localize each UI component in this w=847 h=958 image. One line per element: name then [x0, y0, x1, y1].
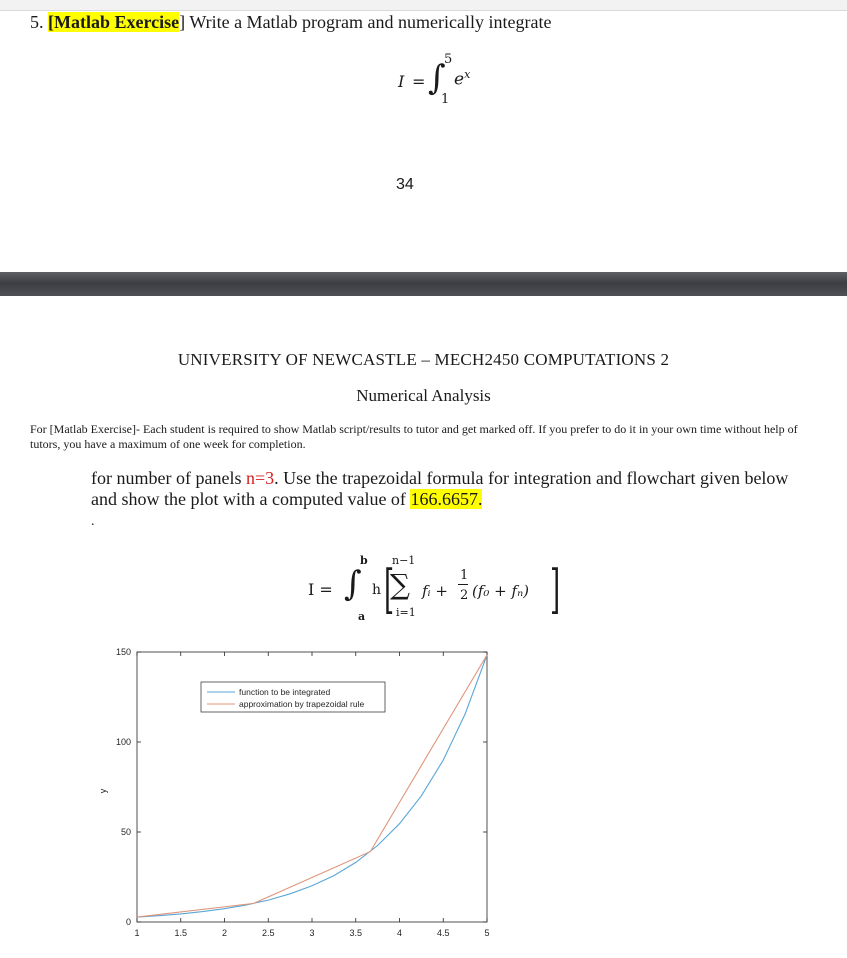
top-page-edge [0, 0, 847, 11]
x-tick-label: 5 [484, 928, 490, 938]
fraction-denominator: 2 [460, 588, 469, 603]
formula-fi: fᵢ + [422, 582, 448, 600]
x-tick-label: 3 [309, 928, 315, 938]
formula-h: h [372, 582, 382, 598]
integral-upper-bound: 5 [444, 52, 453, 67]
question-tag-highlight [48, 12, 179, 32]
y-tick-label: 50 [120, 827, 131, 837]
integrand-base: e [454, 69, 465, 90]
x-tick-label: 4 [396, 928, 403, 938]
integral-equation [398, 48, 518, 108]
integral-lhs: I [398, 72, 405, 91]
university-header: UNIVERSITY OF NEWCASTLE – MECH2450 COMPUTATIONS 2 [177, 350, 670, 369]
x-tick-label: 3.5 [349, 928, 363, 938]
exercise-note: For [Matlab Exercise]- Each student is required to show Matlab script/results to tutor and get marked off. If you prefer to do it in your own time without help of tutors, you have a maximum of one week for completion. [30, 422, 798, 451]
fraction-numerator: 1 [460, 568, 469, 583]
formula-integral-icon: ∫ [344, 564, 362, 604]
question-number: 5. [30, 12, 44, 32]
page-number: 34 [396, 176, 414, 193]
question-tag: Matlab Exercise [54, 12, 180, 32]
left-bracket-icon: [ [384, 560, 395, 620]
formula-paren: (f₀ + fₙ) [472, 582, 530, 600]
x-tick-label: 2.5 [261, 928, 275, 938]
sum-sign-icon: ∑ [390, 568, 410, 601]
trapezoid-plot [100, 642, 520, 958]
paragraph-before: for number of panels [91, 468, 246, 488]
integral-lower-bound: 1 [441, 92, 450, 107]
fraction-bar [458, 584, 468, 585]
subject-header: Numerical Analysis [356, 386, 491, 405]
panels-value: n=3 [245, 468, 275, 488]
integrand-exponent: x [464, 68, 471, 81]
stray-dot: . [91, 514, 95, 529]
x-tick-label: 1 [134, 928, 140, 938]
integral-sign-icon: ∫ [428, 58, 446, 98]
x-tick-label: 2 [221, 928, 228, 938]
computed-value-highlight: 166.6657. [410, 489, 483, 509]
bracket-close: ] [179, 12, 186, 32]
y-axis-label: y [98, 788, 108, 794]
y-tick-label: 0 [125, 917, 131, 927]
bracket-open: [ [48, 12, 54, 32]
integral-equals: = [412, 72, 426, 91]
y-tick-label: 150 [115, 647, 131, 657]
formula-lhs: I = [308, 580, 333, 599]
right-bracket-icon: ] [550, 560, 561, 620]
y-tick-label: 100 [115, 737, 131, 747]
formula-lower-limit: a [358, 610, 366, 623]
page-separator [0, 272, 847, 296]
sum-upper-limit: n−1 [392, 554, 416, 567]
plot-canvas [100, 642, 520, 953]
question-text: Write a Matlab program and numerically integrate [185, 12, 552, 32]
x-tick-label: 4.5 [436, 928, 450, 938]
question-paragraph [91, 468, 791, 510]
question-title [30, 12, 551, 33]
x-tick-label: 1.5 [174, 928, 188, 938]
legend-entry: approximation by trapezoidal rule [239, 699, 365, 709]
trapezoidal-formula [300, 550, 590, 630]
legend-entry: function to be integrated [239, 687, 331, 697]
formula-upper-limit: b [360, 554, 368, 567]
sum-lower-limit: i=1 [396, 606, 416, 619]
integrand [454, 68, 470, 90]
paragraph-middle: . Use the trapezoidal formula for integration and flowchart given below and show the plot with a computed value of [91, 468, 789, 509]
